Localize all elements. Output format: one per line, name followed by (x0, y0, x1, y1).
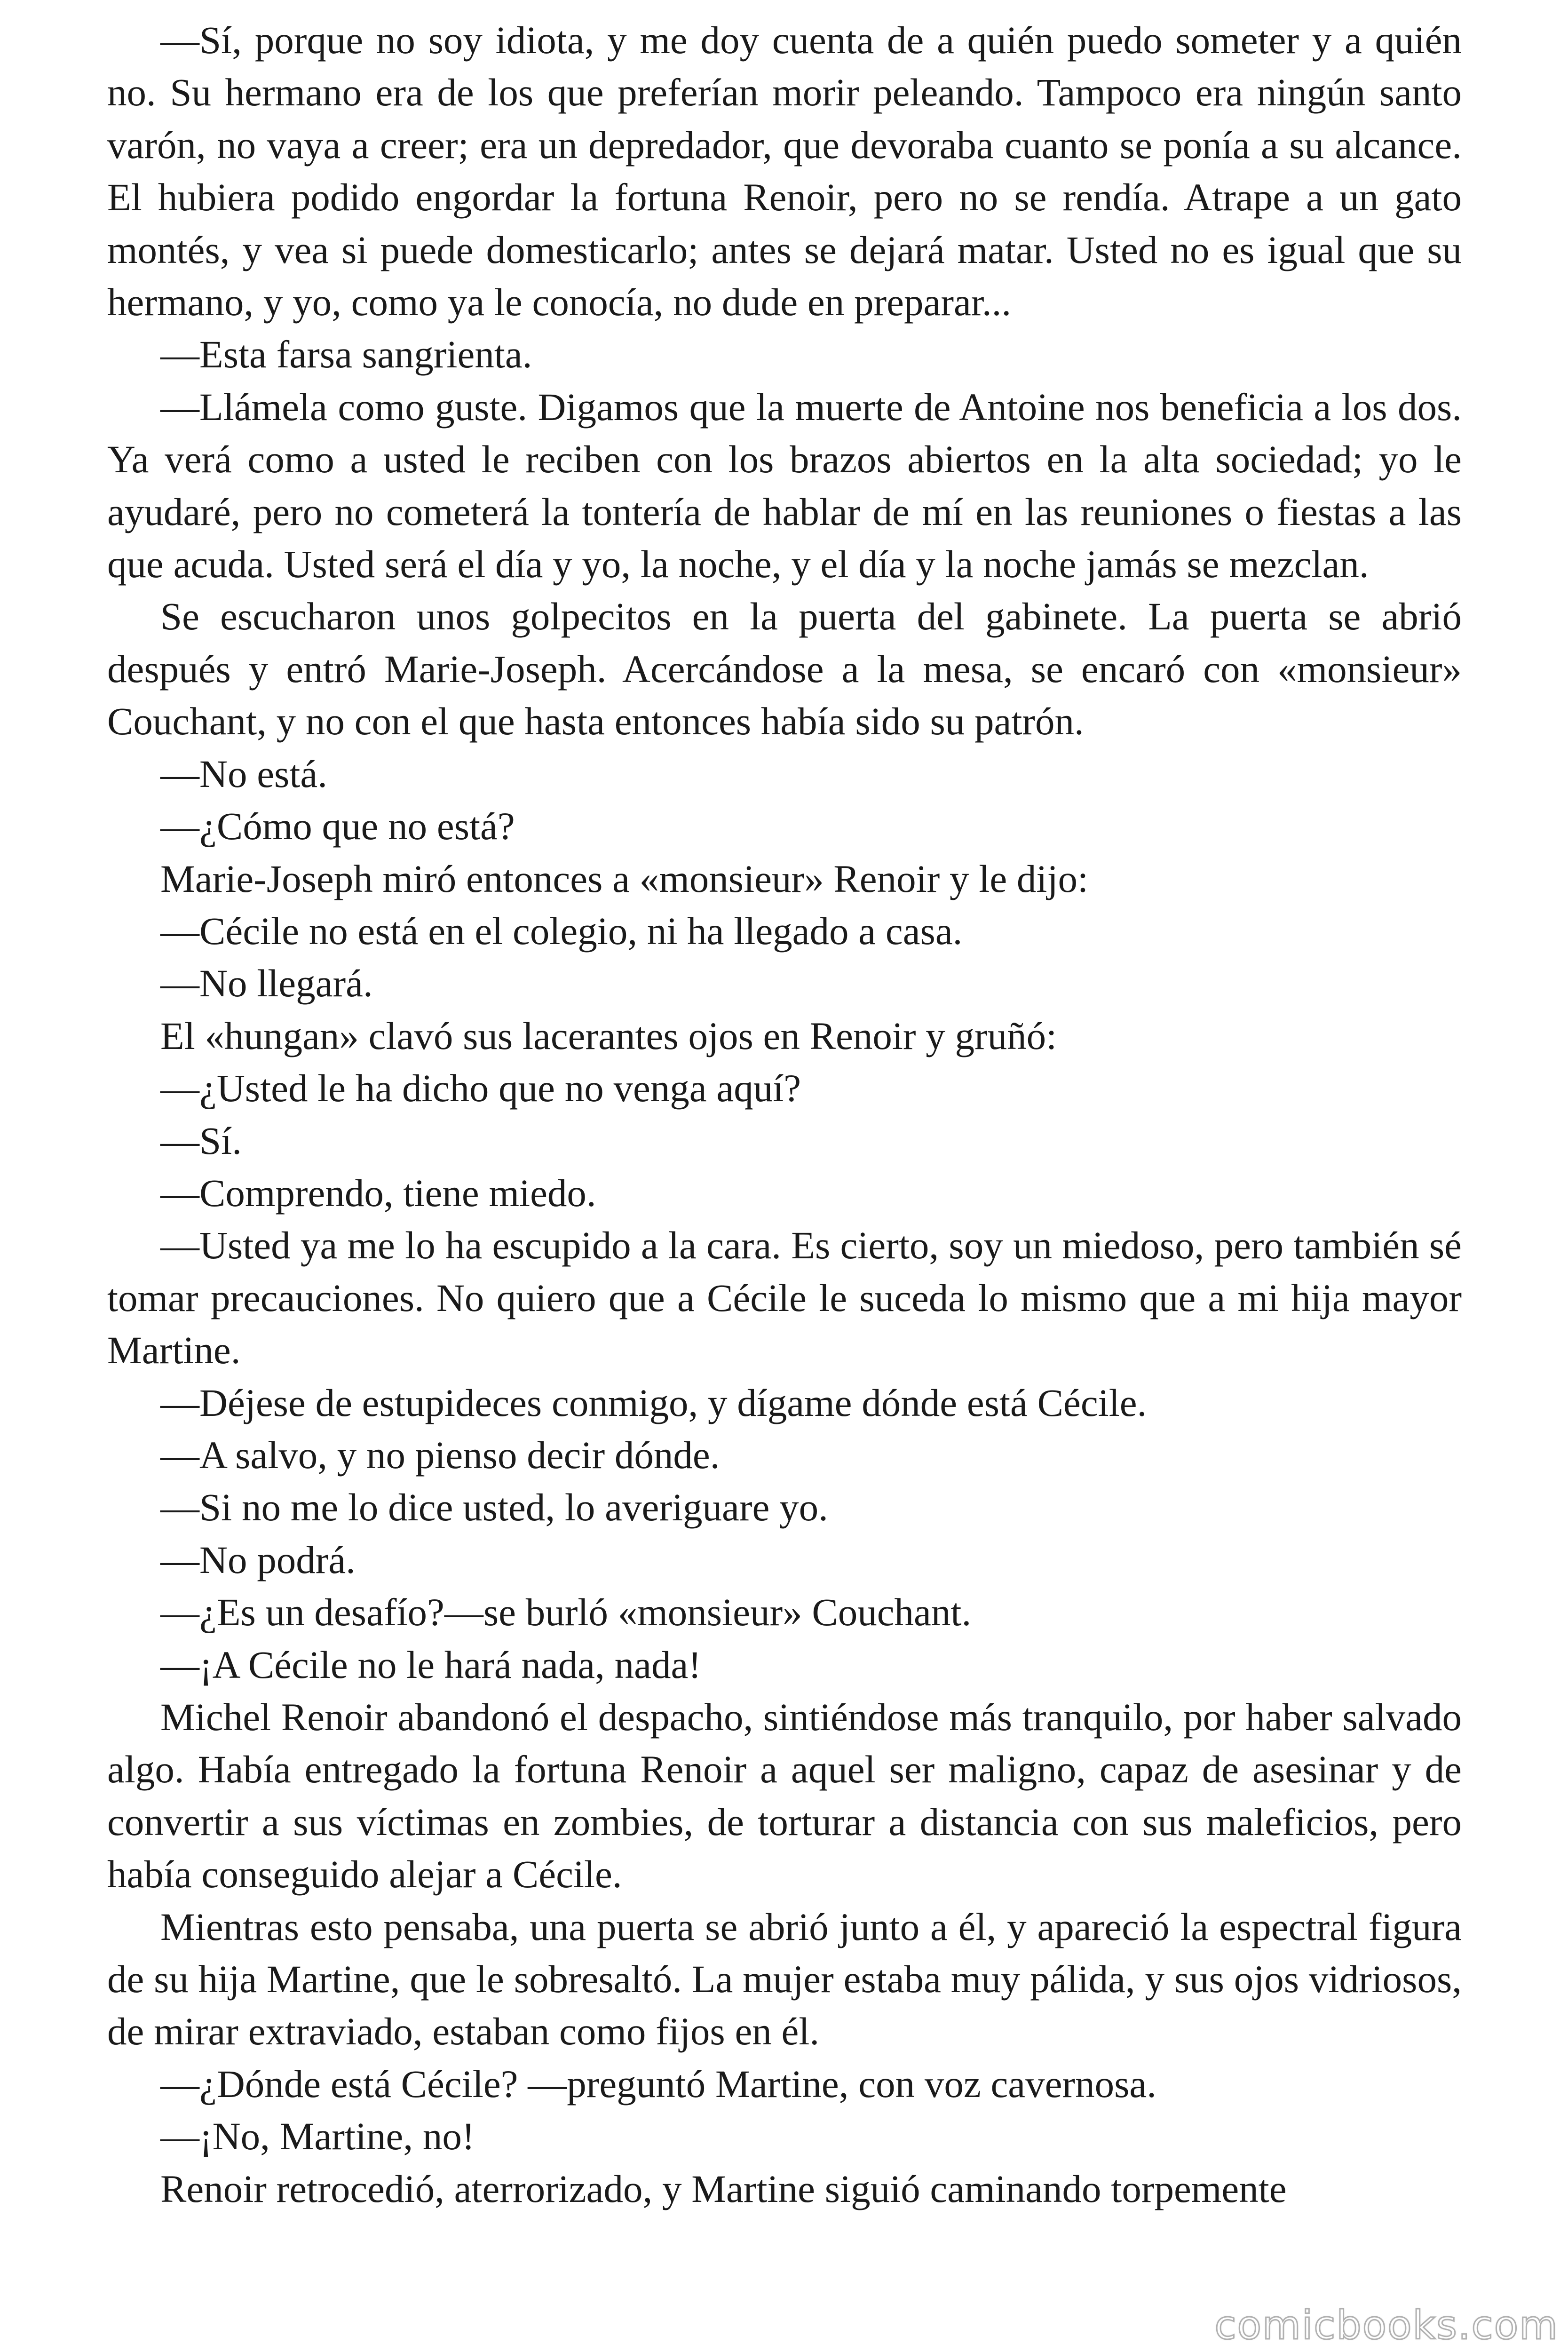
paragraph: —No llegará. (160, 961, 373, 1005)
paragraph: —Cécile no está en el colegio, ni ha llegado a casa. (160, 909, 963, 953)
paragraph: —Esta farsa sangrienta. (160, 333, 532, 376)
paragraph: —Sí, porque no soy idiota, y me doy cuenta de a quién puedo someter y a quién no. Su hermano era de los que preferían morir peleando. Tampoco era ningún santo varón, no vaya a creer; era un depredador, que devoraba cuanto se ponía a su alcance. El hubiera podido engordar la fortuna Renoir, pero no se rendía. Atrape a un gato montés, y vea si puede domesticarlo; antes se dejará matar. Usted no es igual que su hermano, y yo, como ya le conocía, no dude en preparar... (107, 18, 1462, 324)
paragraph: —¿Dónde está Cécile? —preguntó Martine, con voz cavernosa. (160, 2062, 1156, 2106)
paragraph: —Llámela como guste. Digamos que la muerte de Antoine nos beneficia a los dos. Ya verá como a usted le reciben con los brazos abiertos en la alta sociedad; yo le ayudaré, pero no cometerá la tontería de hablar de mí en las reuniones o fiestas a las que acuda. Usted será el día y yo, la noche, y el día y la noche jamás se mezclan. (107, 385, 1462, 586)
paragraph: —Usted ya me lo ha escupido a la cara. Es cierto, soy un miedoso, pero también sé tomar precauciones. No quiero que a Cécile le suceda lo mismo que a mi hija mayor Martine. (107, 1224, 1462, 1372)
body-text (107, 14, 1462, 2215)
paragraph: —¿Usted le ha dicho que no venga aquí? (160, 1066, 801, 1110)
paragraph: Michel Renoir abandonó el despacho, sintiéndose más tranquilo, por haber salvado algo. Había entregado la fortuna Renoir a aquel ser maligno, capaz de asesinar y de convertir a sus víctimas en zombies, de torturar a distancia con sus maleficios, pero había conseguido alejar a Cécile. (107, 1695, 1462, 1896)
paragraph: Mientras esto pensaba, una puerta se abrió junto a él, y apareció la espectral figura de su hija Martine, que le sobresaltó. La mujer estaba muy pálida, y sus ojos vidriosos, de mirar extraviado, estaban como fijos en él. (107, 1905, 1462, 2053)
watermark: comicbooks.com (1214, 2302, 1559, 2348)
paragraph: —No podrá. (160, 1538, 356, 1581)
paragraph: —¿Es un desafío?—se burló «monsieur» Couchant. (160, 1590, 972, 1634)
paragraph: —Si no me lo dice usted, lo averiguare yo. (160, 1486, 828, 1529)
paragraph: —Sí. (160, 1119, 242, 1162)
paragraph: —¿Cómo que no está? (160, 804, 515, 848)
paragraph: Marie-Joseph miró entonces a «monsieur» Renoir y le dijo: (160, 857, 1089, 900)
paragraph: —Déjese de estupideces conmigo, y dígame dónde está Cécile. (160, 1381, 1147, 1424)
paragraph: —¡No, Martine, no! (160, 2114, 475, 2158)
paragraph: —No está. (160, 752, 327, 795)
paragraph: El «hungan» clavó sus lacerantes ojos en Renoir y gruñó: (160, 1014, 1057, 1057)
paragraph: —Comprendo, tiene miedo. (160, 1171, 596, 1215)
paragraph: —A salvo, y no pienso decir dónde. (160, 1433, 720, 1477)
paragraph: —¡A Cécile no le hará nada, nada! (160, 1643, 701, 1686)
paragraph: Renoir retrocedió, aterrorizado, y Martine siguió caminando torpemente (160, 2167, 1287, 2210)
paragraph: Se escucharon unos golpecitos en la puerta del gabinete. La puerta se abrió después y entró Marie-Joseph. Acercándose a la mesa, se encaró con «monsieur» Couchant, y no con el que hasta entonces había sido su patrón. (107, 595, 1462, 743)
